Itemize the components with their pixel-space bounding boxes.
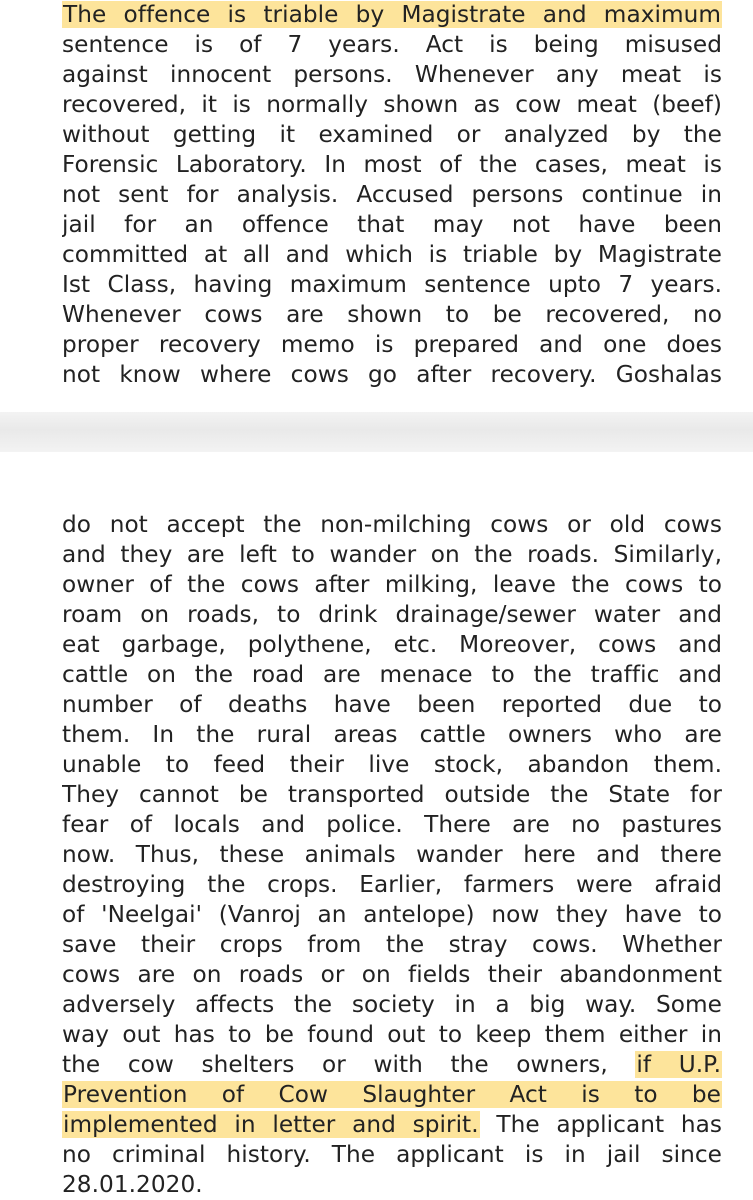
text-line: way out has to be found out to keep them either in [62,1021,722,1048]
text-line: without getting it examined or analyzed by the [62,121,722,148]
text-line: roam on roads, to drink drainage/sewer water and [62,601,722,628]
text-line: Whenever cows are shown to be recovered, no [62,301,722,328]
text-line: save their crops from the stray cows. Whether [62,931,722,958]
text-line [62,1080,722,1110]
text-line: Ist Class, having maximum sentence upto 7 years. [62,271,722,298]
text-line: unable to feed their live stock, abandon them. [62,751,722,778]
text-line: not sent for analysis. Accused persons continue in [62,181,722,208]
text-line: and they are left to wander on the roads. Similarly, [62,541,722,568]
highlighted-text: if U.P. [636,1051,721,1078]
highlighted-text: implemented in letter and spirit. [63,1111,479,1138]
text-line: cattle on the road are menace to the traffic and [62,661,722,688]
text-line: destroying the crops. Earlier, farmers were afraid [62,871,722,898]
text-line: Forensic Laboratory. In most of the cases, meat is [62,151,722,178]
page-text-block [62,0,722,390]
document-page-top [0,0,753,412]
text-line: do not accept the non-milching cows or old cows [62,511,722,538]
page-separator [0,412,753,452]
text-line: number of deaths have been reported due to [62,691,722,718]
text-line: proper recovery memo is prepared and one does [62,331,722,358]
page-text-block [62,510,722,1200]
text-line: now. Thus, these animals wander here and there [62,841,722,868]
highlighted-text: The offence is triable by Magistrate and maximum [63,1,721,28]
text-line: recovered, it is normally shown as cow meat (beef) [62,91,722,118]
text-line: sentence is of 7 years. Act is being misused [62,31,722,58]
text-line: not know where cows go after recovery. Goshalas [62,361,722,388]
text-line: They cannot be transported outside the State for [62,781,722,808]
text-line: against innocent persons. Whenever any meat is [62,61,722,88]
text-line: implemented in letter and spirit. The applicant has [63,1111,722,1138]
text-line: owner of the cows after milking, leave the cows to [62,571,722,598]
text-line: 28.01.2020. [62,1171,203,1198]
text-line: fear of locals and police. There are no pastures [62,811,722,838]
text-line: jail for an offence that may not have been [62,211,722,238]
text-line: them. In the rural areas cattle owners who are [62,721,722,748]
text-line: no criminal history. The applicant is in jail since [62,1141,722,1168]
text-line [62,0,722,30]
text-line: the cow shelters or with the owners, if U.P. [62,1051,721,1078]
text-line: adversely affects the society in a big way. Some [62,991,722,1018]
highlighted-text: Prevention of Cow Slaughter Act is to be [63,1081,721,1108]
text-line: committed at all and which is triable by Magistrate [62,241,722,268]
document-page-bottom [0,452,753,1200]
text-line: cows are on roads or on fields their abandonment [62,961,722,988]
text-line: of 'Neelgai' (Vanroj an antelope) now they have to [62,901,722,928]
text-line: eat garbage, polythene, etc. Moreover, cows and [62,631,722,658]
